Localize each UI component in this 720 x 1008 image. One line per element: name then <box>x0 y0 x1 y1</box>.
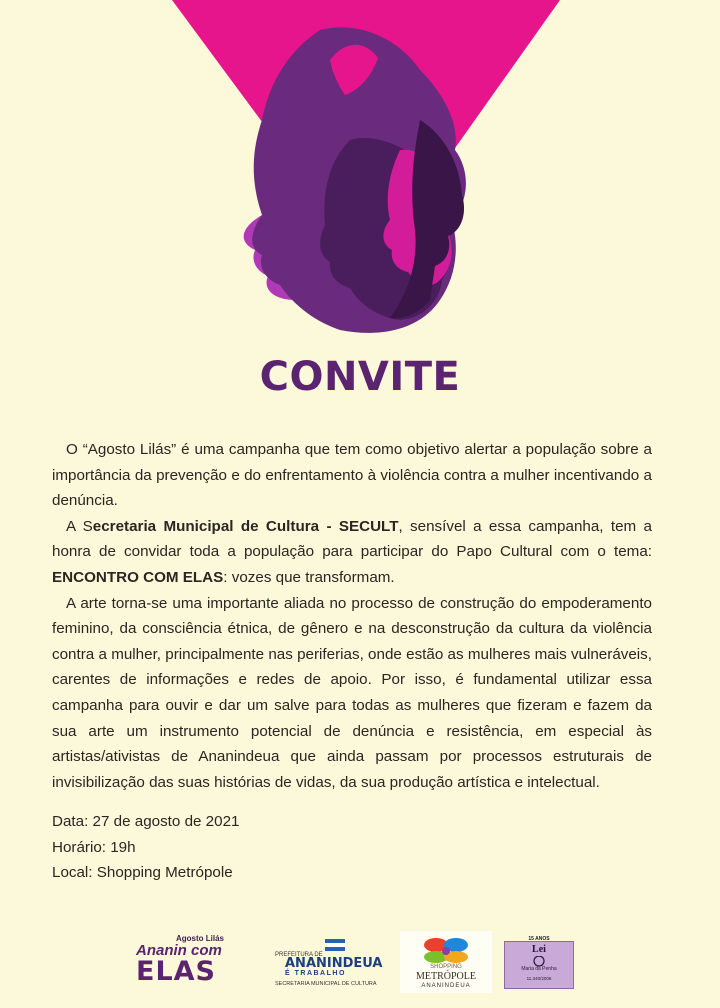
event-place: Local: Shopping Metrópole <box>52 864 233 881</box>
paragraph-2 <box>52 514 652 591</box>
lei-maria-da-penha-logo: 15 ANOS Lei Maria da Penha 11.340/2006 <box>504 941 574 989</box>
text-segment: A S <box>66 517 93 535</box>
paragraph-1 <box>52 437 652 514</box>
invitation-body <box>52 437 652 795</box>
logo-bar <box>0 928 720 998</box>
bold-text: ecretaria Municipal de Cultura - SECULT <box>92 517 399 535</box>
ananin-com-elas-logo: Agosto Lilás Ananin com ELAS <box>136 934 225 987</box>
flower-icon <box>400 931 492 965</box>
hero-illustration <box>0 0 720 340</box>
flag-icon <box>275 938 395 952</box>
page-title: CONVITE <box>259 354 461 400</box>
text-segment: , sensível a essa campanha, tem a honra de convidar toda a população para participar do Papo Cultural com o tema: <box>52 517 652 561</box>
text-segment: A arte torna-se uma importante aliada no processo de construção do empoderamento feminino, da consciência étnica, de gênero e na desconstrução da cultura da violência contra a mulher, principalmente nas periferias, onde estão as mulheres mais vulneráveis, carentes de informações e redes de apoio. Por isso, é fundamental utilizar essa campanha para ouvir e dar um salve para todas as mulheres que fizeram e fazem da sua arte um instrumento potencial de denúncia e resistência, em especial às artistas/ativistas de Ananindeua que ainda passam por processos estruturais de invisibilização das suas histórias de vidas, da sua produção artística e intelectual. <box>52 594 652 791</box>
event-date: Data: 27 de agosto de 2021 <box>52 813 240 830</box>
paragraph-3 <box>52 591 652 796</box>
text-segment: : vozes que transformam. <box>223 568 395 586</box>
event-details <box>52 809 239 886</box>
prefeitura-ananindeua-logo: PREFEITURA DE ANANINDEUA É TRABALHO SECRETARIA MUNICIPAL DE CULTURA <box>275 938 395 983</box>
event-time: Horário: 19h <box>52 838 136 856</box>
bold-text: ENCONTRO COM ELAS <box>52 568 224 586</box>
text-segment: O “Agosto Lilás” é uma campanha que tem como objetivo alertar a população sobre a importância da prevenção e do enfrentamento à violência contra a mulher incentivando a denúncia. <box>52 441 652 510</box>
shopping-metropole-logo: SHOPPING METRÓPOLE ANANINDEUA <box>400 931 492 993</box>
